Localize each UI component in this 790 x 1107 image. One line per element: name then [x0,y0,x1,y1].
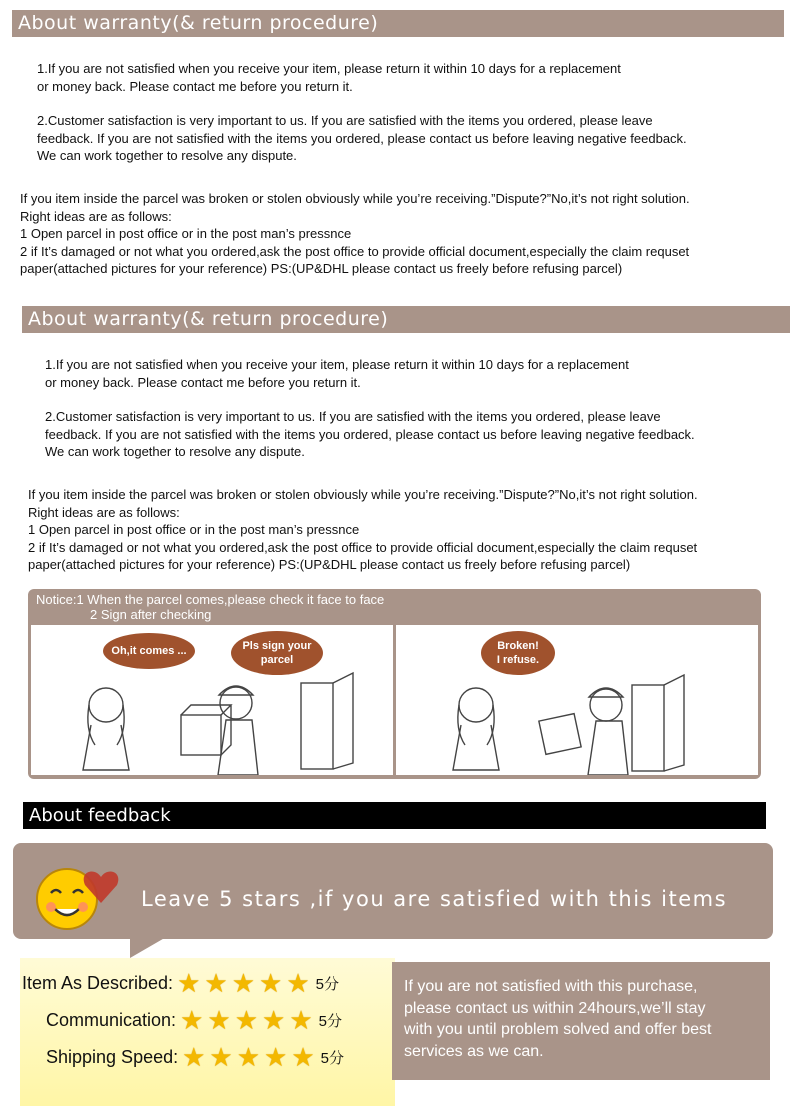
illustration-check-parcel [31,625,393,775]
ratings-panel [20,958,395,1106]
leave-box-tail [130,936,168,958]
star-icon: ★ [289,1005,313,1035]
rating-label: Shipping Speed: [46,1046,179,1067]
star-icon: ★ [207,1005,231,1035]
leave-five-stars-text: Leave 5 stars ,if you are satisfied with this items [141,887,728,911]
star-icon: ★ [234,1005,258,1035]
rating-score: 5分 [315,975,339,993]
rating-label: Communication: [46,1009,177,1030]
smiley-heart-icon [27,843,147,939]
warranty-banner-2 [22,306,790,333]
rating-score: 5分 [318,1012,342,1030]
speech-bubble-sign-parcel: Pls sign your parcel [231,631,323,675]
star-icon: ★ [259,968,283,998]
speech-bubble-oh-it-comes: Oh,it comes ... [103,633,195,669]
dispute-text-1: If you item inside the parcel was broken or stolen obviously while you’re receiving.”Dispute?”No,it’s not right solution. Right ideas are as follows: 1 Open parcel in post office or in the post man’s pressnce 2 if It’s damaged or not what you ordered,ask the post office to provide official document,especially the claim requset paper(attached pictures for your reference) PS:(UP&DHL please contact us freely before refusing parcel) [20,191,690,276]
notice-text: Notice:1 When the parcel comes,please check it face to face 2 Sign after checking [36,592,385,622]
star-icon: ★ [236,1042,261,1072]
cartoon-broken-parcel-scene [396,625,758,775]
speech-bubble-broken-refuse: Broken! I refuse. [481,631,555,675]
feedback-title: About feedback [29,805,171,826]
star-icon: ★ [264,1042,288,1072]
rating-label: Item As Described: [22,972,174,993]
warranty-title-2: About warranty(& return procedure) [28,308,389,330]
rating-shipping-speed [46,1044,344,1070]
star-icon: ★ [291,1042,315,1072]
star-icon: ★ [180,1005,204,1035]
warranty-policy-1: 1.If you are not satisfied when you receive your item, please return it within 10 days for a replacement or money back. Please contact me before you return it. 2.Customer satisfaction is very important to us. If you are satisfied with the items you ordered, please leave feedback. If you are not satisfied with the items you ordered, please contact us before leaving negative feedback. We can work together to resolve any dispute. [37,61,687,163]
star-icon: ★ [209,1042,233,1072]
star-icon: ★ [262,1005,286,1035]
rating-communication [46,1007,342,1033]
star-icon: ★ [231,968,255,998]
cartoon-delivery-scene [31,625,393,775]
warranty-banner-1 [12,10,784,37]
star-icon: ★ [204,968,228,998]
star-icon: ★ [182,1042,206,1072]
star-icon: ★ [286,968,310,998]
warranty-title-1: About warranty(& return procedure) [18,12,379,34]
rating-score: 5分 [320,1049,345,1067]
rating-item-described [22,970,339,996]
illustration-refuse-broken [396,625,758,775]
dispute-text-2: If you item inside the parcel was broken or stolen obviously while you’re receiving.”Dispute?”No,it’s not right solution. Right ideas are as follows: 1 Open parcel in post office or in the post man’s pressnce 2 if It’s damaged or not what you ordered,ask the post office to provide official document,especially the claim requset paper(attached pictures for your reference) PS:(UP&DHL please contact us freely before refusing parcel) [28,487,698,572]
notice-box [28,589,761,779]
leave-stars-box [13,843,773,939]
contact-note: If you are not satisfied with this purchase, please contact us within 24hours,we’ll stay with you until problem solved and offer best services as we can. [392,962,770,1080]
feedback-banner [23,802,766,829]
star-icon: ★ [177,968,201,998]
warranty-policy-2: 1.If you are not satisfied when you receive your item, please return it within 10 days for a replacement or money back. Please contact me before you return it. 2.Customer satisfaction is very important to us. If you are satisfied with the items you ordered, please leave feedback. If you are not satisfied with the items you ordered, please contact us before leaving negative feedback. We can work together to resolve any dispute. [45,357,695,459]
